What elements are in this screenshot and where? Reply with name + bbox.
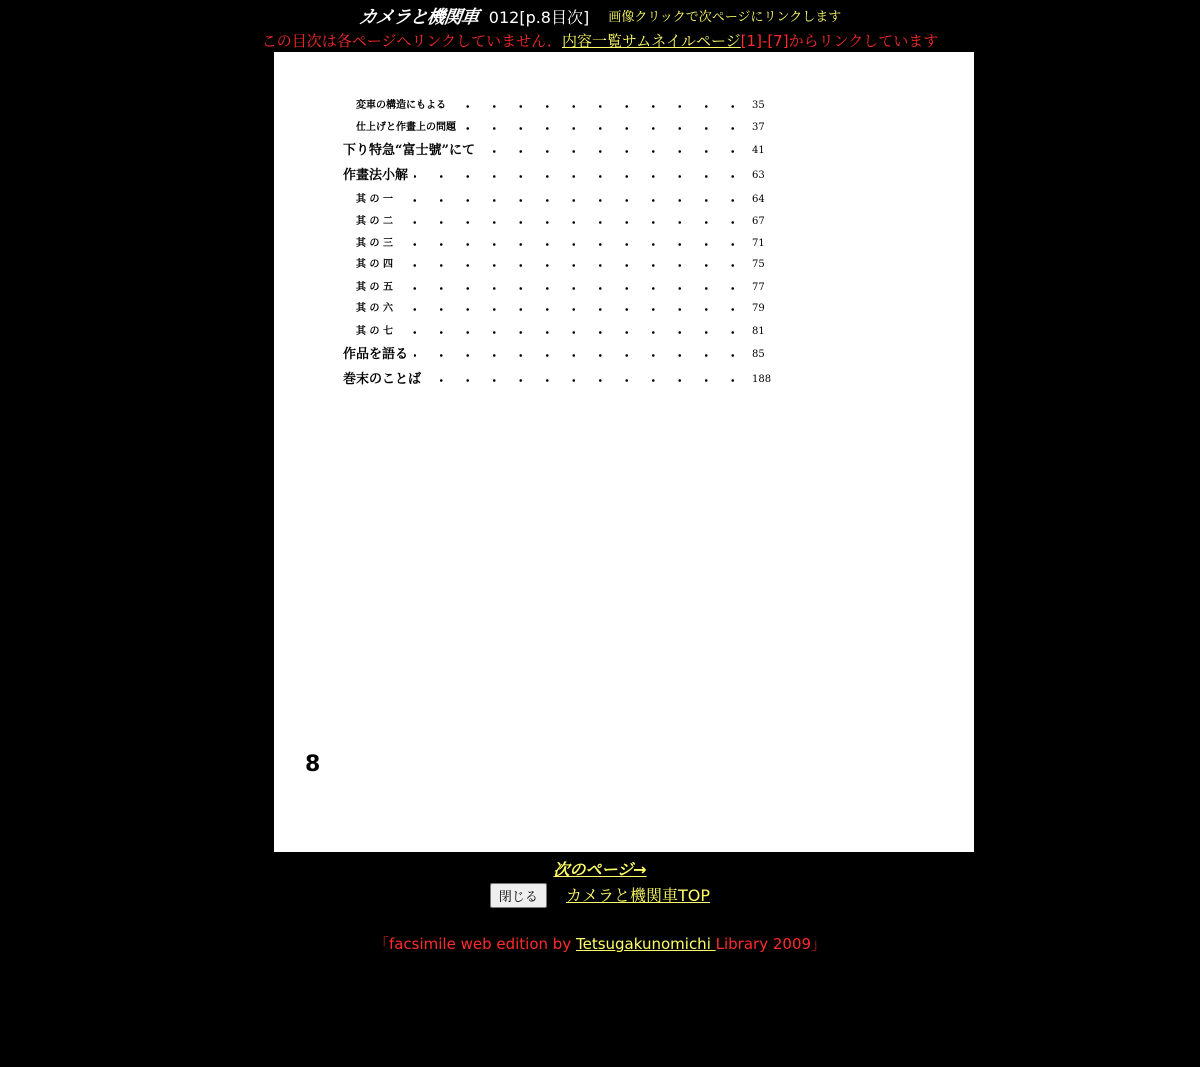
toc-entry bbox=[274, 212, 974, 232]
toc-entry bbox=[274, 345, 974, 365]
toc-entry-title: 巻末のことば bbox=[343, 372, 422, 387]
notice-range-text: [1]-[7]からリンクしています bbox=[740, 32, 939, 50]
toc-entry-page: 79 bbox=[752, 303, 765, 314]
toc-entry-title: 仕上げと作畫上の問題 bbox=[356, 122, 456, 133]
close-button[interactable]: 閉じる bbox=[490, 883, 547, 908]
toc-leader-dots bbox=[481, 150, 746, 153]
toc-entry-page: 77 bbox=[752, 282, 765, 293]
toc-entry-page: 41 bbox=[752, 145, 765, 156]
toc-entry bbox=[274, 255, 974, 275]
toc-entry-title: 其 の 五 bbox=[356, 282, 393, 293]
toc-entry-page: 64 bbox=[752, 194, 765, 205]
footer-credit bbox=[0, 932, 1200, 956]
credit-text: 「facsimile web edition by bbox=[373, 935, 576, 953]
toc-leader-dots bbox=[399, 264, 746, 267]
toc-entry bbox=[274, 322, 974, 342]
toc-entry-title: 作畫法小解 bbox=[343, 168, 409, 183]
toc-entry-title: 其 の 四 bbox=[356, 259, 393, 270]
toc-entry bbox=[274, 118, 974, 138]
site-top-link[interactable]: カメラと機関車TOP bbox=[566, 885, 711, 905]
next-page-row bbox=[0, 858, 1200, 882]
notice-text: この目次は各ページへリンクしていません． bbox=[261, 32, 563, 50]
toc-leader-dots bbox=[414, 354, 746, 357]
page-header bbox=[0, 4, 1200, 30]
toc-entry-title: 其 の 六 bbox=[356, 303, 393, 314]
site-logo: カメラと機関車 bbox=[357, 6, 480, 28]
page-number: 8 bbox=[305, 752, 321, 777]
scanned-page-image[interactable] bbox=[274, 52, 974, 852]
next-page-link[interactable]: 次のページ→ bbox=[553, 860, 647, 879]
toc-entry bbox=[274, 190, 974, 210]
toc-entry bbox=[274, 141, 974, 161]
toc-entry bbox=[274, 96, 974, 116]
toc-entry-title: 下り特急“富士號”にて bbox=[343, 143, 475, 158]
toc-leader-dots bbox=[399, 243, 746, 246]
toc-entry-page: 81 bbox=[752, 326, 765, 337]
page-id: 012[p.8目次] bbox=[488, 7, 590, 27]
toc-entry-title: 其 の 二 bbox=[356, 216, 393, 227]
toc-leader-dots bbox=[427, 379, 746, 382]
toc-entry-page: 188 bbox=[752, 374, 772, 385]
toc-entry-page: 63 bbox=[752, 170, 765, 181]
toc-entry-title: 其 の 三 bbox=[356, 238, 393, 249]
toc-entry bbox=[274, 166, 974, 186]
toc-entry bbox=[274, 299, 974, 319]
toc-entry-page: 67 bbox=[752, 216, 765, 227]
link-notice bbox=[0, 29, 1200, 53]
toc-leader-dots bbox=[399, 331, 746, 334]
toc-leader-dots bbox=[399, 287, 746, 290]
toc-leader-dots bbox=[399, 199, 746, 202]
toc-entry-title: 変車の構造にもよる bbox=[356, 100, 446, 111]
toc-entry-page: 37 bbox=[752, 122, 765, 133]
toc-leader-dots bbox=[462, 127, 746, 130]
toc-entry-page: 71 bbox=[752, 238, 765, 249]
toc-entry bbox=[274, 278, 974, 298]
click-hint: 画像クリックで次ページにリンクします bbox=[608, 9, 842, 25]
toc-entry bbox=[274, 234, 974, 254]
toc-entry-title: 作品を語る bbox=[343, 347, 409, 362]
toc-entry-title: 其 の 一 bbox=[356, 194, 393, 205]
toc-entry bbox=[274, 370, 974, 390]
toc-leader-dots bbox=[452, 105, 746, 108]
toc-entry-title: 其 の 七 bbox=[356, 326, 393, 337]
thumbnail-index-link[interactable]: 内容一覧サムネイルページ bbox=[562, 32, 741, 50]
toc-entry-page: 75 bbox=[752, 259, 765, 270]
toc-entry-page: 85 bbox=[752, 349, 765, 360]
toc-leader-dots bbox=[399, 308, 746, 311]
toc-leader-dots bbox=[399, 221, 746, 224]
credit-year-text: Library 2009」 bbox=[715, 935, 827, 953]
library-link[interactable]: Tetsugakunomichi bbox=[575, 935, 716, 953]
nav-row bbox=[0, 882, 1200, 908]
toc-leader-dots bbox=[414, 175, 746, 178]
toc-entry-page: 35 bbox=[752, 100, 765, 111]
